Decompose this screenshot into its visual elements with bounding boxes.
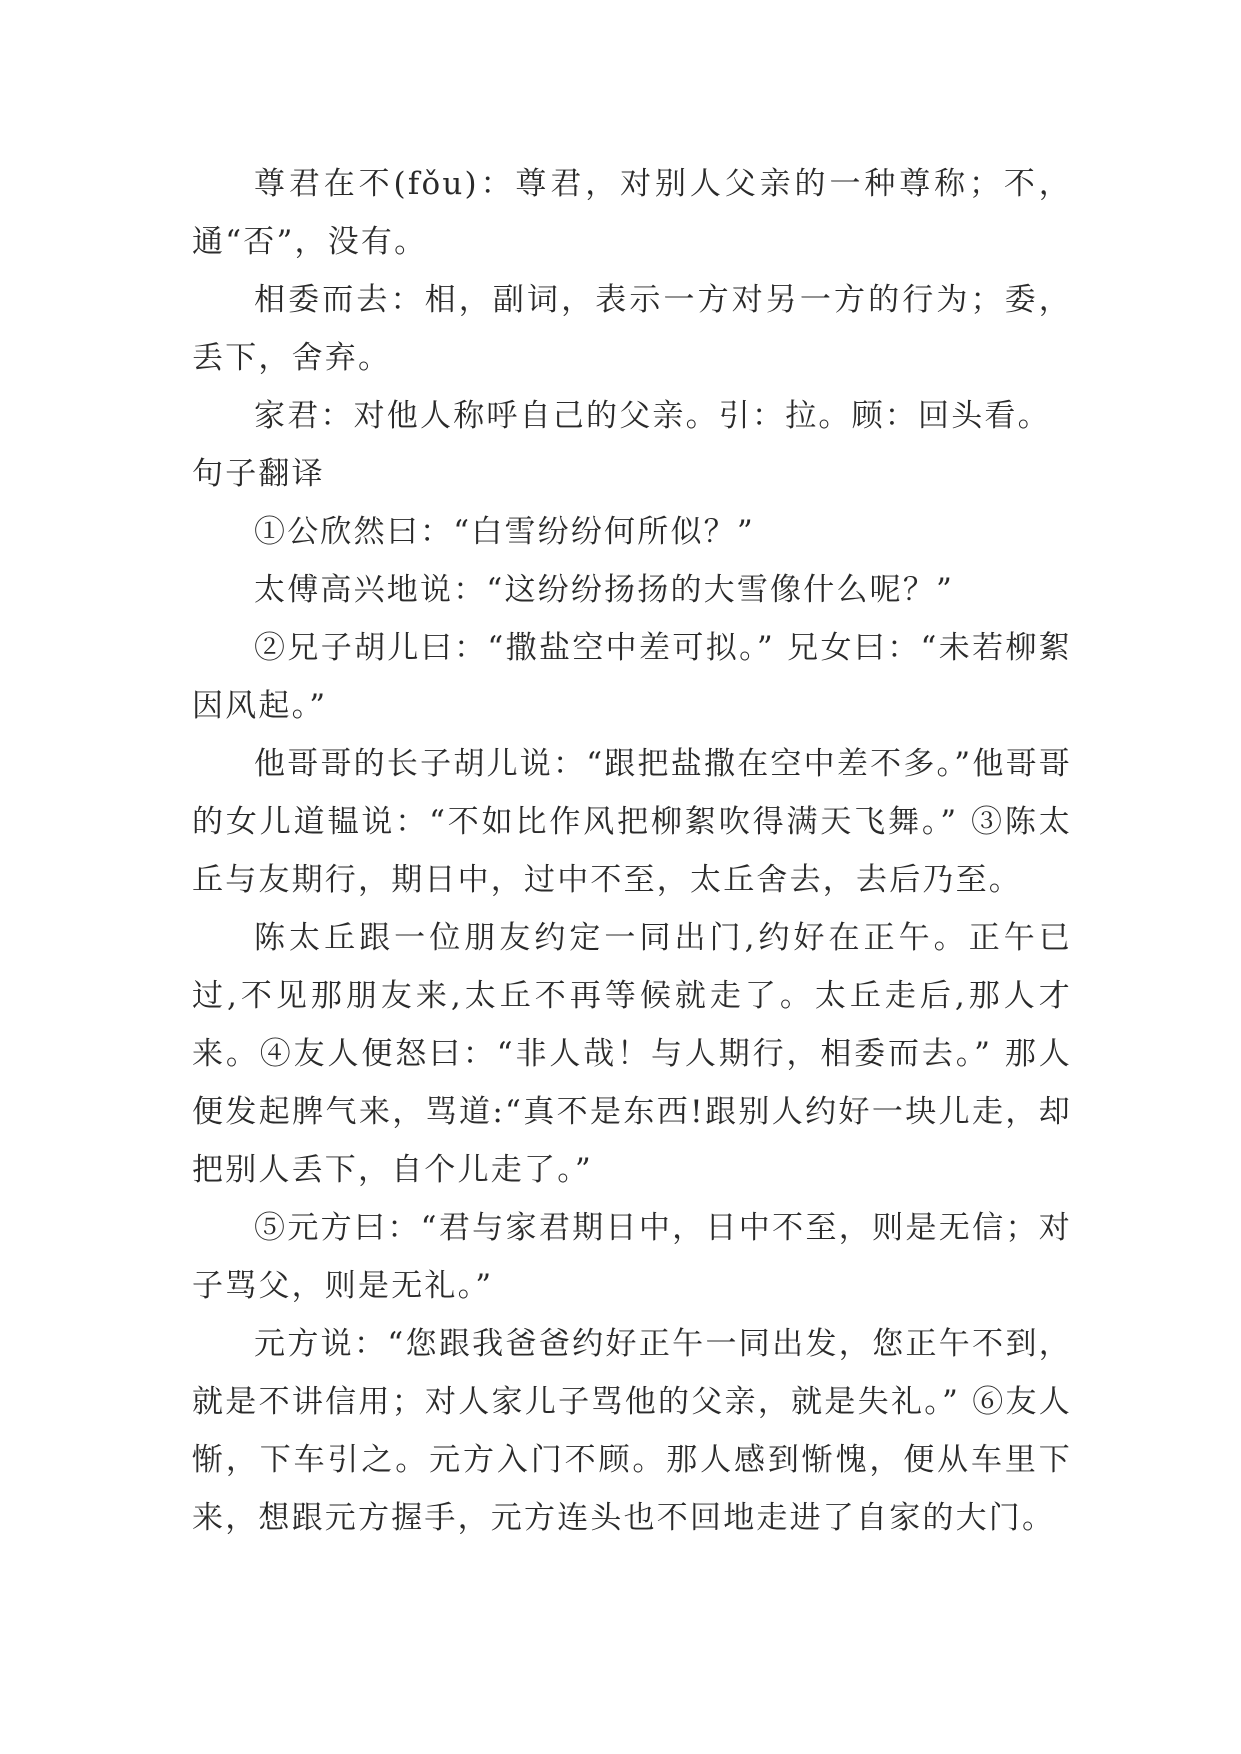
note-xiangwei: 相委而去：相，副词，表示一方对另一方的行为；委，丢下，舍弃。 xyxy=(192,282,1072,376)
section-heading: 句子翻译 xyxy=(192,456,325,492)
sentence-5-original: ⑤元方曰：“君与家君期日中，日中不至，则是无信；对子骂父，则是无礼。” xyxy=(192,1210,1072,1304)
sentence-1-original: ①公欣然曰：“白雪纷纷何所似？” xyxy=(254,514,755,550)
document-body xyxy=(192,155,1072,1547)
sentence-3-translation: 陈太丘跟一位朋友约定一同出门,约好在正午。正午已过,不见那朋友来,太丘不再等候就走了。太丘走后,那人才来。④友人便怒曰：“非人哉！与人期行，相委而去。” 那人便发起脾气来，骂道:“真不是东西!跟别人约好一块儿走，却把别人丢下，自个儿走了。” xyxy=(192,920,1072,1188)
sentence-1-translation: 太傅高兴地说：“这纷纷扬扬的大雪像什么呢？” xyxy=(254,572,955,608)
note-zunjun: 尊君在不(fǒu)：尊君，对别人父亲的一种尊称；不，通“否”，没有。 xyxy=(192,166,1072,260)
sentence-2-translation: 他哥哥的长子胡儿说：“跟把盐撒在空中差不多。”他哥哥的女儿道韫说：“不如比作风把柳絮吹得满天飞舞。” ③陈太丘与友期行，期日中，过中不至，太丘舍去，去后乃至。 xyxy=(192,746,1072,898)
sentence-2-original: ②兄子胡儿曰：“撒盐空中差可拟。” 兄女曰：“未若柳絮因风起。” xyxy=(192,630,1072,724)
sentence-5-translation: 元方说：“您跟我爸爸约好正午一同出发，您正午不到，就是不讲信用；对人家儿子骂他的父亲，就是失礼。” ⑥友人惭，下车引之。元方入门不顾。那人感到惭愧，便从车里下来，想跟元方握手，元方连头也不回地走进了自家的大门。 xyxy=(192,1326,1072,1536)
note-jiajun: 家君：对他人称呼自己的父亲。引：拉。顾：回头看。 xyxy=(254,398,1051,434)
